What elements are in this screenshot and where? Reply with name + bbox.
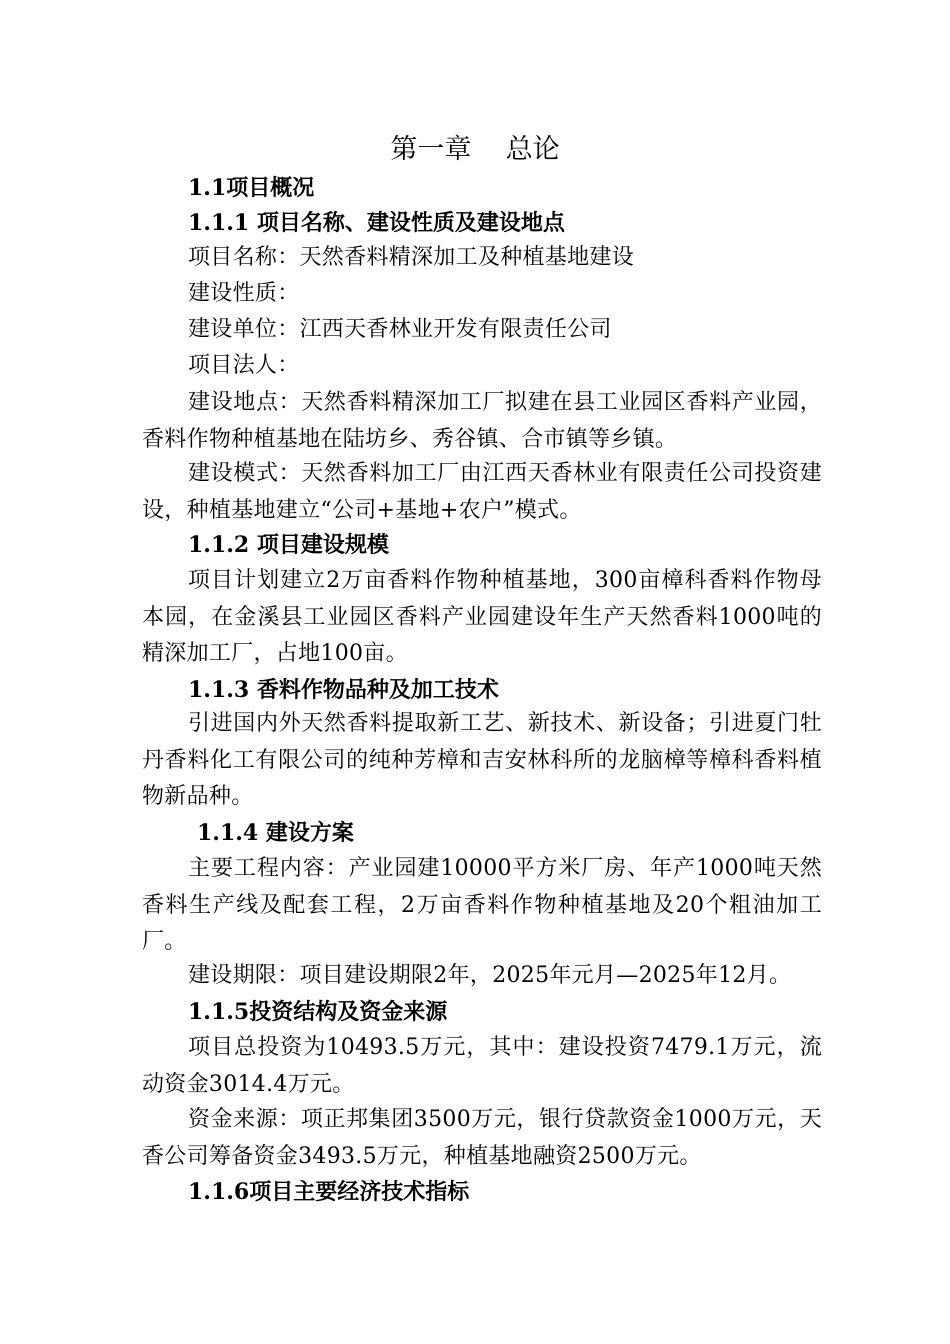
paragraph-total-investment: 项目总投资为10493.5万元，其中：建设投资7479.1万元，流动资金3014.4万元。: [142, 1035, 822, 1097]
paragraph-construction-mode: 建设模式：天然香料加工厂由江西天香林业有限责任公司投资建设，种植基地建立“公司+基地+农户”模式。: [142, 461, 822, 523]
section-heading-1-1-4: 1.1.4 建设方案: [197, 820, 354, 846]
section-heading-1-1-3: 1.1.3 香料作物品种及加工技术: [188, 677, 499, 703]
paragraph-construction-location: 建设地点：天然香料精深加工厂拟建在县工业园区香料产业园，香料作物种植基地在陆坊乡、秀谷镇、合市镇等乡镇。: [142, 390, 822, 452]
paragraph-varieties-technology: 引进国内外天然香料提取新工艺、新技术、新设备；引进夏门牡丹香料化工有限公司的纯种芳樟和吉安林科所的龙脑樟等樟科香料植物新品种。: [142, 711, 822, 809]
section-heading-1-1-5: 1.1.5投资结构及资金来源: [188, 999, 448, 1025]
paragraph-legal-person: 项目法人：: [188, 353, 300, 378]
paragraph-construction-scale: 项目计划建立2万亩香料作物种植基地，300亩樟科香料作物母本园，在金溪县工业园区香料产业园建设年生产天然香料1000吨的精深加工厂，占地100亩。: [142, 568, 822, 666]
paragraph-construction-period: 建设期限：项目建设期限2年，2025年元月—2025年12月。: [188, 963, 792, 988]
paragraph-construction-unit: 建设单位：江西天香林业开发有限责任公司: [188, 317, 612, 342]
section-heading-1-1: 1.1项目概况: [188, 175, 315, 201]
paragraph-project-name: 项目名称：天然香料精深加工及种植基地建设: [188, 245, 635, 270]
paragraph-construction-nature: 建设性质：: [188, 281, 300, 306]
paragraph-main-works: 主要工程内容：产业园建10000平方米厂房、年产1000吨天然香料生产线及配套工程，2万亩香料作物种植基地及20个粗油加工厂。: [142, 856, 822, 954]
chapter-title: 第一章 总论: [390, 134, 560, 165]
section-heading-1-1-2: 1.1.2 项目建设规模: [188, 532, 389, 558]
section-heading-1-1-1: 1.1.1 项目名称、建设性质及建设地点: [188, 210, 565, 236]
section-heading-1-1-6: 1.1.6项目主要经济技术指标: [188, 1179, 470, 1205]
paragraph-funding-sources: 资金来源：项正邦集团3500万元，银行贷款资金1000万元，天香公司筹备资金3493.5万元，种植基地融资2500万元。: [142, 1107, 822, 1169]
